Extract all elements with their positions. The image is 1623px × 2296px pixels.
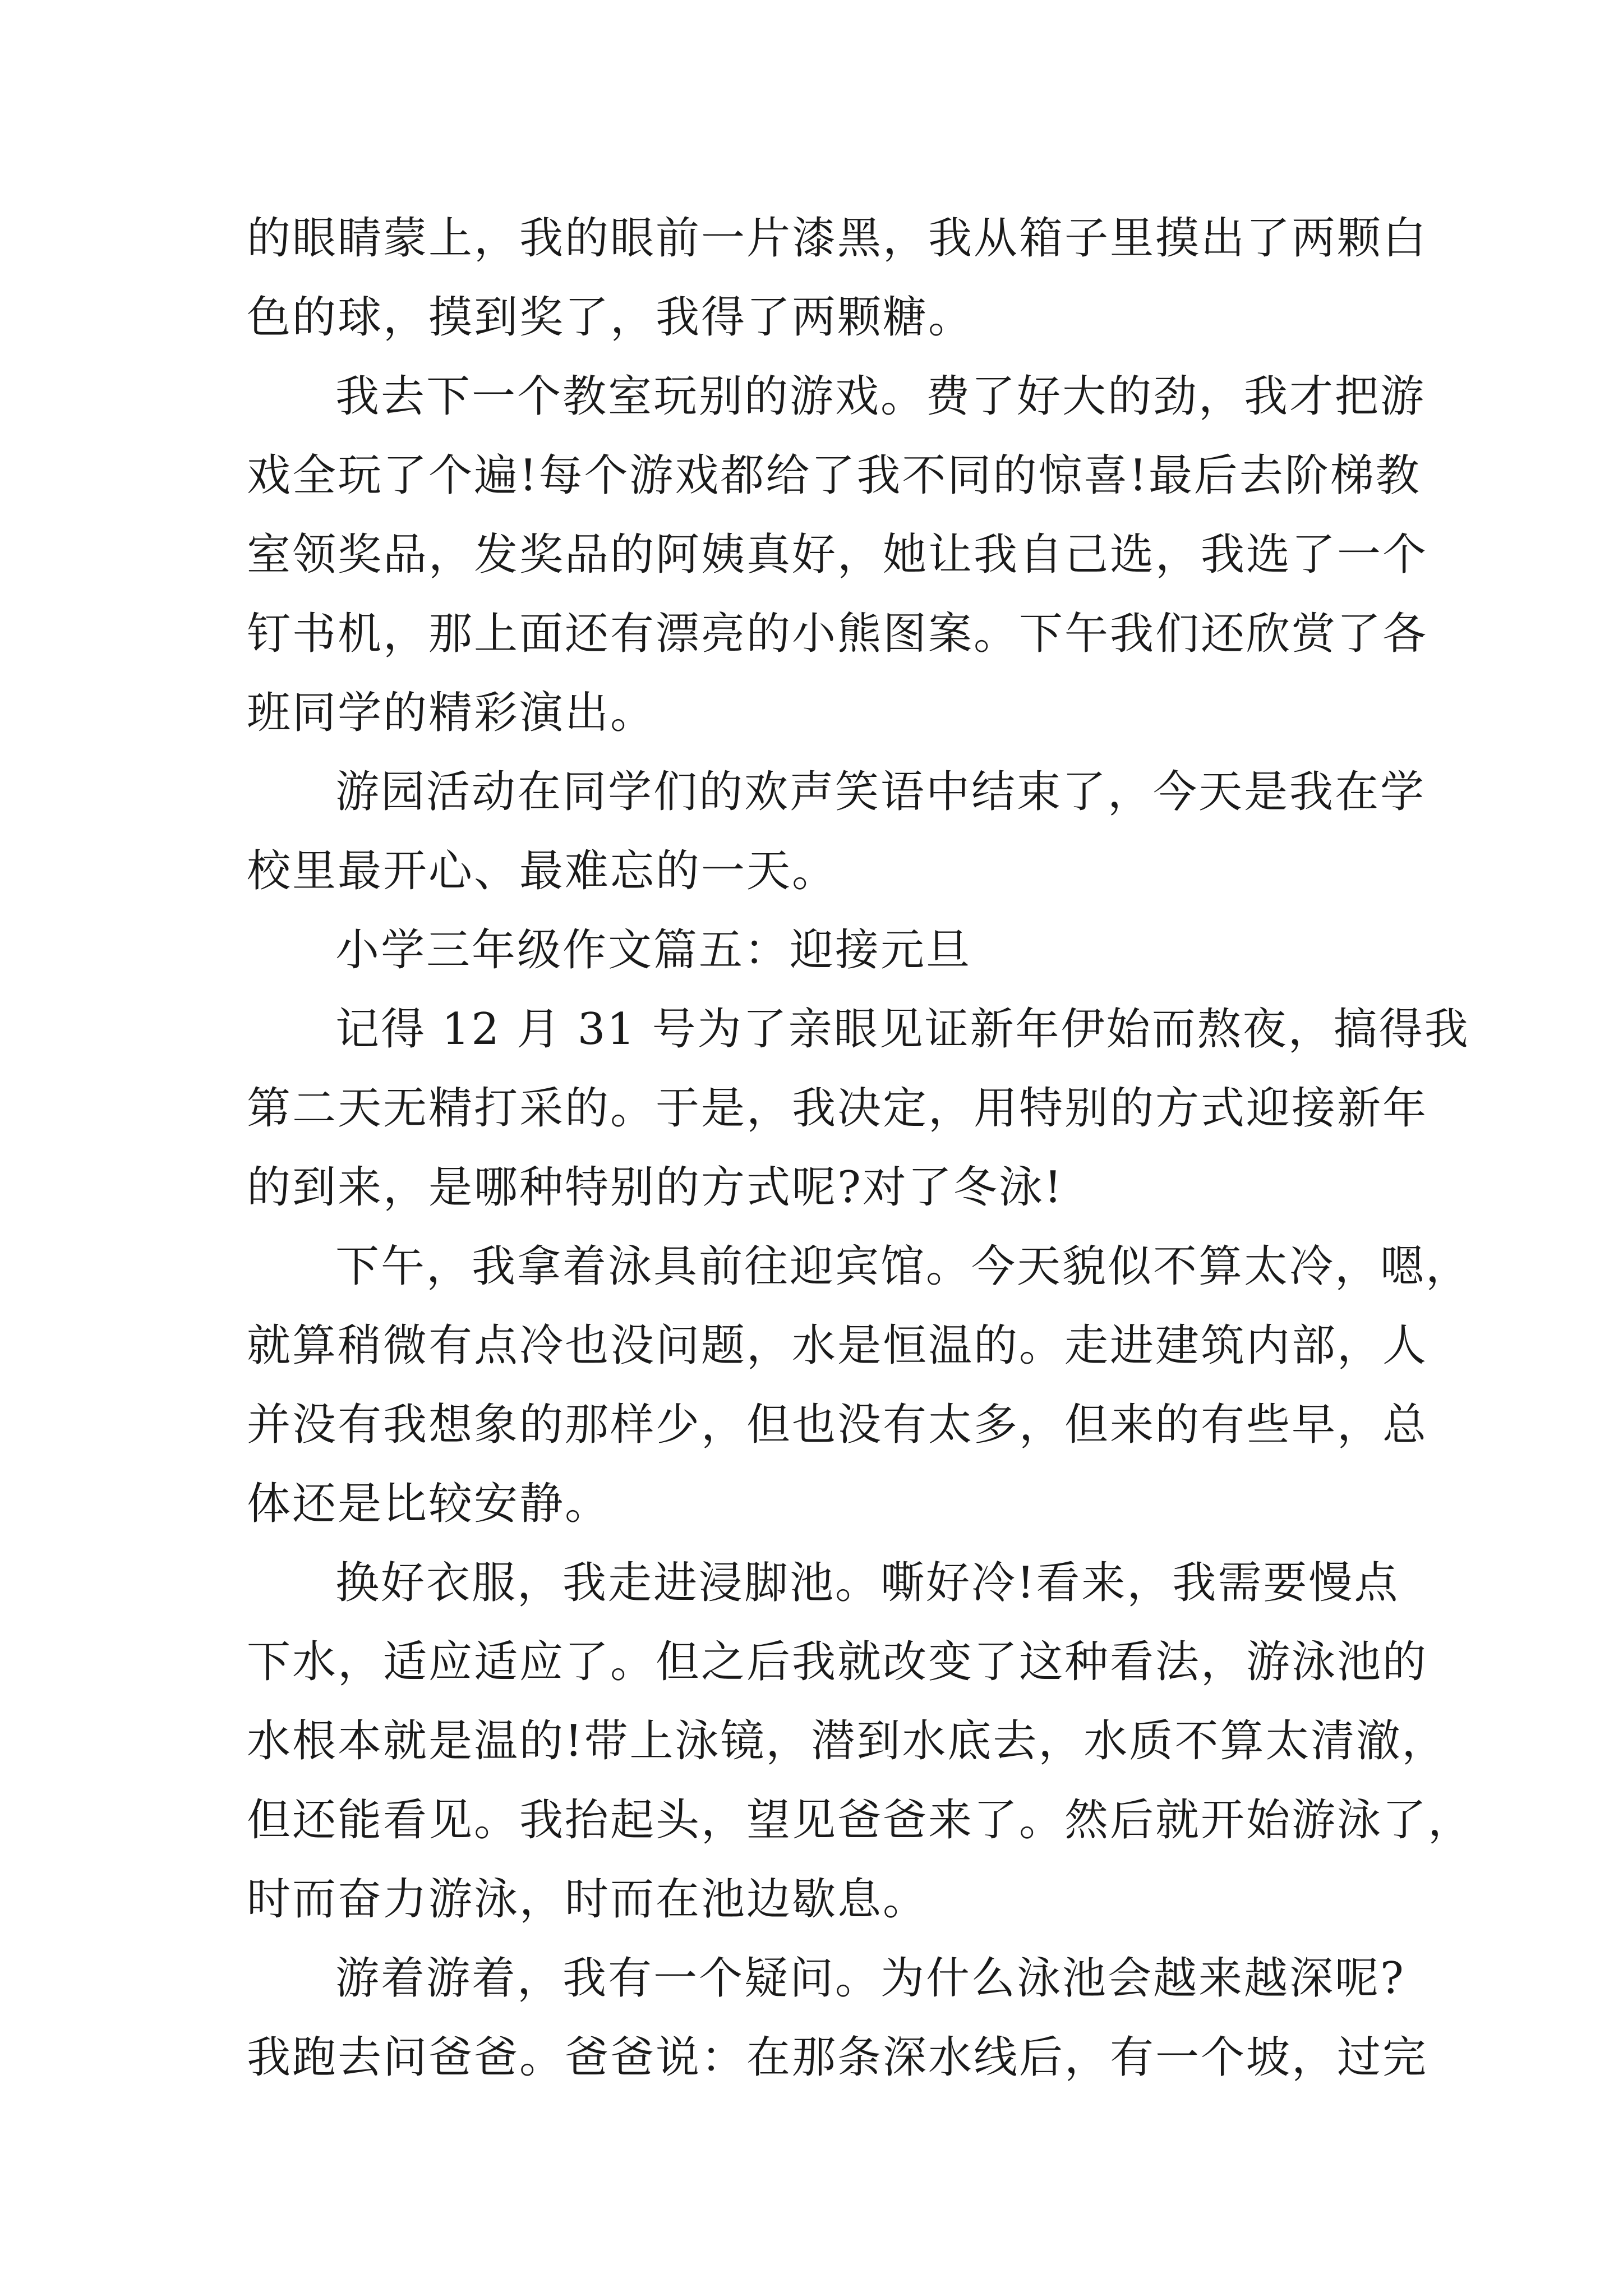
text-line: 室领奖品，发奖品的阿姨真好，她让我自己选，我选了一个 xyxy=(247,530,1428,580)
text-line: 我去下一个教室玩别的游戏。费了好大的劲，我才把游 xyxy=(335,371,1426,422)
document-body xyxy=(247,199,1474,2097)
text-line: 戏全玩了个遍!每个游戏都给了我不同的惊喜!最后去阶梯教 xyxy=(247,450,1421,501)
text-line: 我跑去问爸爸。爸爸说：在那条深水线后，有一个坡，过完 xyxy=(247,2032,1428,2083)
text-line: 下水，适应适应了。但之后我就改变了这种看法，游泳池的 xyxy=(247,1637,1428,1687)
text-line: 色的球，摸到奖了，我得了两颗糖。 xyxy=(247,292,974,343)
text-line: 就算稍微有点冷也没问题，水是恒温的。走进建筑内部，人 xyxy=(247,1320,1428,1371)
text-line: 水根本就是温的!带上泳镜，潜到水底去，水质不算太清澈， xyxy=(247,1716,1447,1766)
text-line: 下午，我拿着泳具前往迎宾馆。今天貌似不算太冷，嗯， xyxy=(335,1241,1472,1292)
text-line: 体还是比较安静。 xyxy=(247,1479,611,1529)
text-line: 换好衣服，我走进浸脚池。嘶好冷!看来，我需要慢点 xyxy=(335,1558,1400,1608)
text-line: 第二天无精打采的。于是，我决定，用特别的方式迎接新年 xyxy=(247,1083,1428,1134)
section-heading: 小学三年级作文篇五：迎接元旦 xyxy=(335,925,972,976)
text-line: 钉书机，那上面还有漂亮的小熊图案。下午我们还欣赏了各 xyxy=(247,609,1428,659)
text-line: 游着游着，我有一个疑问。为什么泳池会越来越深呢? xyxy=(335,1953,1405,2004)
text-line: 游园活动在同学们的欢声笑语中结束了，今天是我在学 xyxy=(335,767,1426,817)
text-line: 的眼睛蒙上，我的眼前一片漆黑，我从箱子里摸出了两颗白 xyxy=(247,213,1428,264)
text-line: 记得 12 月 31 号为了亲眼见证新年伊始而熬夜，搞得我 xyxy=(335,1004,1470,1055)
text-line: 时而奋力游泳，时而在池边歇息。 xyxy=(247,1874,929,1925)
text-line: 但还能看见。我抬起头，望见爸爸来了。然后就开始游泳了， xyxy=(247,1795,1474,1846)
text-line: 校里最开心、最难忘的一天。 xyxy=(247,846,838,896)
text-line: 的到来，是哪种特别的方式呢?对了冬泳! xyxy=(247,1162,1064,1213)
text-line: 并没有我想象的那样少，但也没有太多，但来的有些早，总 xyxy=(247,1400,1428,1450)
text-line: 班同学的精彩演出。 xyxy=(247,688,656,738)
